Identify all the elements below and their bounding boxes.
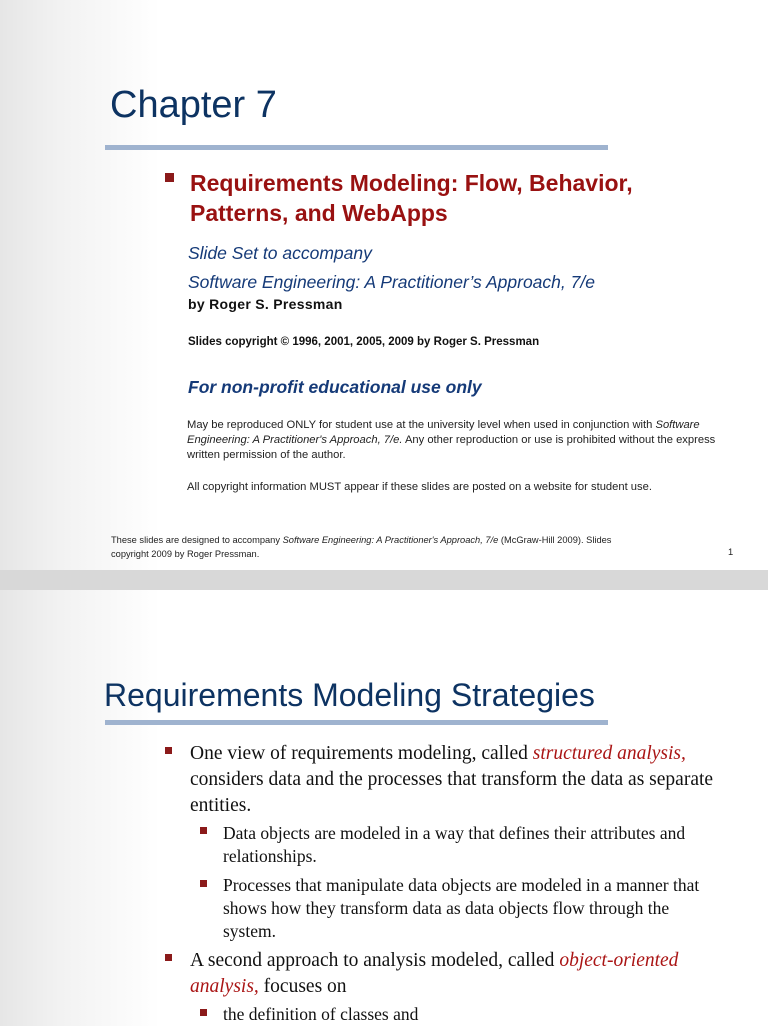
reproduction-text-a: May be reproduced ONLY for student use at the university level when used in conjunction with — [187, 419, 656, 431]
page-number: 1 — [728, 547, 734, 557]
bullet2-text-b: focuses on — [258, 976, 347, 997]
footer-book-title: Software Engineering: A Practitioner's Approach, 7/e — [282, 535, 499, 545]
bullet1-text-a: One view of requirements modeling, called — [190, 743, 533, 764]
sub-bullet-classes: the definition of classes and — [223, 1004, 419, 1024]
slide-2 — [0, 590, 768, 1024]
bullet-square-icon — [165, 747, 172, 754]
bullet1-emphasis: structured analysis, — [532, 743, 686, 764]
website-notice: All copyright information MUST appear if these slides are posted on a website for student use. — [187, 481, 652, 493]
slide-title: Requirements Modeling Strategies — [104, 677, 595, 713]
bullet-square-icon — [165, 173, 174, 182]
sub-bullet-processes: Processes that manipulate data objects are modeled in a manner that shows how they transform data as data objects flow through the system. — [223, 875, 700, 941]
bullet-object-oriented-analysis — [190, 948, 740, 1000]
bullet1-text-b: considers data and the processes that transform the data as separate entities. — [190, 769, 714, 816]
sub-bullet-square-icon — [200, 1009, 207, 1016]
title-rule — [105, 720, 608, 725]
bullet-structured-analysis — [190, 741, 740, 819]
bullet2-text-a: A second approach to analysis modeled, called — [190, 950, 560, 971]
footer-text-c: (McGraw-Hill 2009). Slides copyright 2009 by Roger Pressman. — [111, 535, 612, 559]
author-line: by Roger S. Pressman — [188, 296, 343, 312]
footer-text-a: These slides are designed to accompany — [111, 535, 283, 545]
nonprofit-line: For non-profit educational use only — [188, 377, 482, 397]
sub-bullet-square-icon — [200, 880, 207, 887]
bullet2-emphasis: object-oriented analysis, — [190, 950, 679, 997]
reproduction-notice — [187, 418, 717, 463]
slide-separator — [0, 570, 768, 590]
bullet-square-icon — [165, 954, 172, 961]
slide-set-line: Slide Set to accompany — [188, 243, 372, 263]
sub-bullet-data-objects: Data objects are modeled in a way that defines their attributes and relationships. — [223, 823, 686, 866]
sub-bullet-square-icon — [200, 827, 207, 834]
slide-title: Chapter 7 — [110, 84, 277, 126]
copyright-line: Slides copyright © 1996, 2001, 2005, 2009 by Roger S. Pressman — [188, 336, 540, 348]
book-title-line: Software Engineering: A Practitioner’s Approach, 7/e — [188, 272, 595, 292]
reproduction-text-c: Any other reproduction or use is prohibited without the express written permission of the author. — [187, 434, 716, 461]
slide-footer — [111, 533, 631, 561]
reproduction-book-title: Software Engineering: A Practitioner's Approach, 7/e. — [187, 419, 700, 446]
slide-heading: Requirements Modeling: Flow, Behavior, Patterns, and WebApps — [190, 170, 633, 226]
title-rule — [105, 145, 608, 150]
